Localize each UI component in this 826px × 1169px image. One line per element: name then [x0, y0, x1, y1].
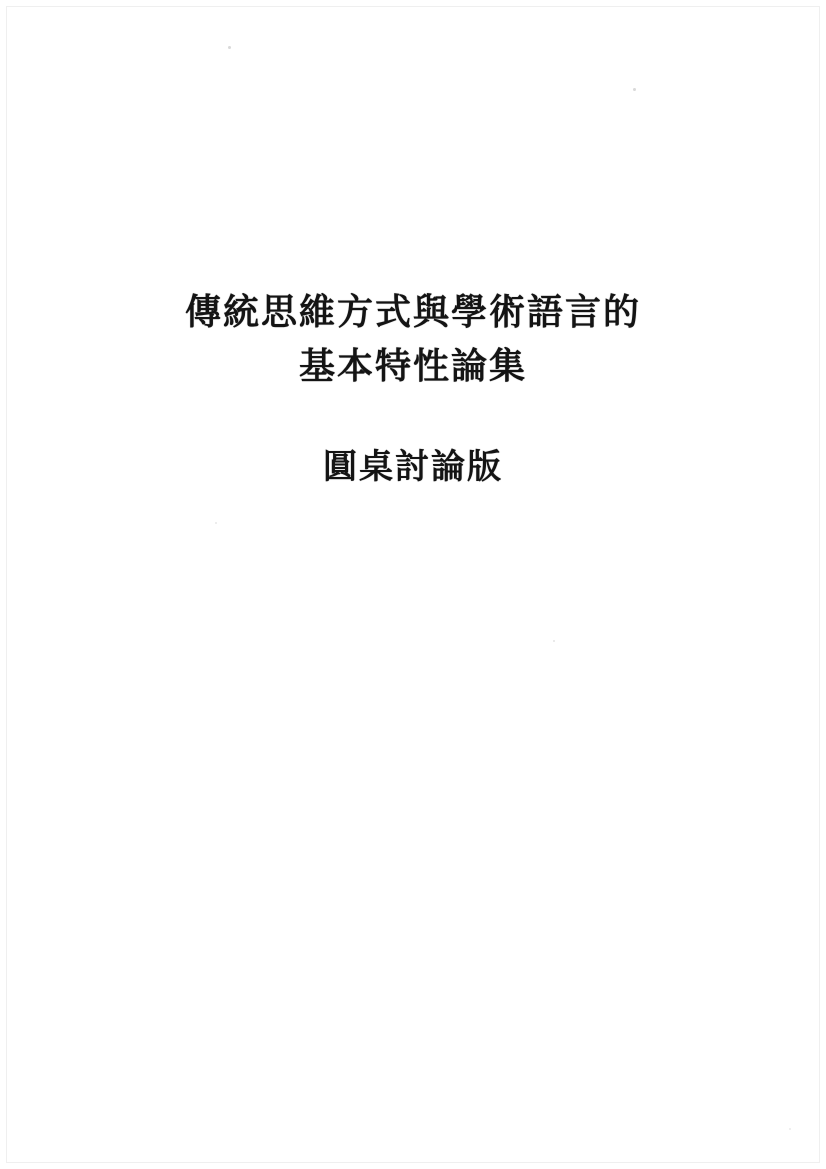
- title-line-1: 傳統思維方式與學術語言的: [184, 292, 641, 332]
- subtitle-line-1: 圓桌討論版: [323, 449, 503, 486]
- page-border: [6, 6, 820, 1163]
- scan-speck-icon: [553, 640, 555, 642]
- scan-speck-icon: [228, 46, 231, 49]
- scan-speck-icon: [633, 88, 636, 91]
- title-line-2: 基本特性論集: [298, 346, 527, 386]
- page-subtitle: [0, 443, 826, 493]
- scan-speck-icon: [789, 1128, 791, 1130]
- page-title: [0, 285, 826, 393]
- scan-speck-icon: [215, 522, 217, 524]
